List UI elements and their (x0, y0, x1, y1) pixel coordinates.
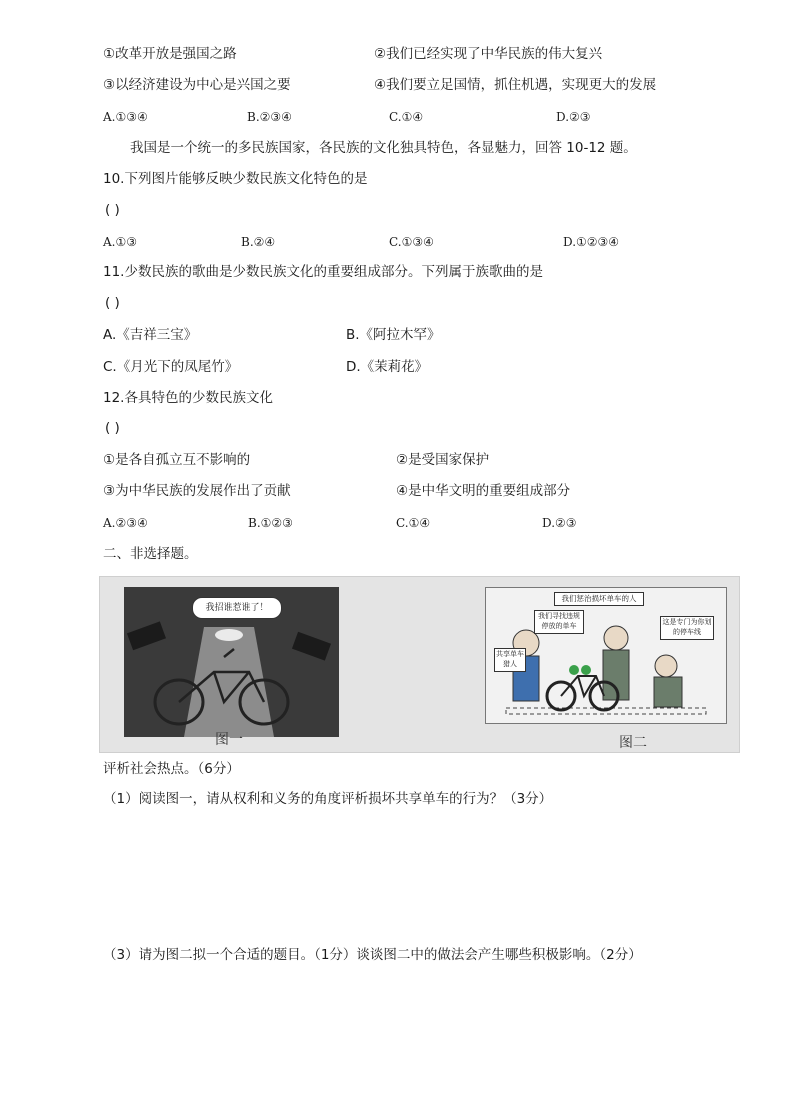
q10-option-a: A.①③ (103, 235, 137, 249)
figure-1-speech-bubble: 我招谁惹谁了！ (192, 597, 282, 619)
q10-text: 10.下列图片能够反映少数民族文化特色的是 (103, 171, 368, 187)
q11-option-d: D.《茉莉花》 (346, 359, 429, 375)
q12-option-a: A.②③④ (103, 516, 148, 530)
q11-option-c: C.《月光下的凤尾竹》 (103, 359, 239, 375)
q11-option-a: A.《吉祥三宝》 (103, 327, 198, 343)
q12-option-d: D.②③ (542, 516, 577, 530)
q9-statement-2: ②我们已经实现了中华民族的伟大复兴 (374, 46, 603, 62)
cartoon-figures (99, 576, 740, 753)
q11-text: 11.少数民族的歌曲是少数民族文化的重要组成部分。下列属于族歌曲的是 (103, 264, 543, 280)
figure-2-caption: 图二 (619, 735, 647, 751)
q9-option-c: C.①④ (389, 110, 424, 124)
section-intro: 我国是一个统一的多民族国家，各民族的文化独具特色，各显魅力，回答 10-12 题。 (130, 140, 637, 156)
q12-statement-4: ④是中华文明的重要组成部分 (396, 483, 571, 499)
q9-option-d: D.②③ (556, 110, 591, 124)
section-2-heading: 二、非选择题。 (103, 546, 198, 562)
q13-heading: 评析社会热点。（6分） (103, 761, 240, 777)
q10-answer-paren: ( ) (105, 202, 120, 218)
q12-statement-3: ③为中华民族的发展作出了贡献 (103, 483, 291, 499)
q9-option-a: A.①③④ (103, 110, 148, 124)
q12-answer-paren: ( ) (105, 420, 120, 436)
q13-part-3: （3）请为图二拟一个合适的题目。（1分）谈谈图二中的做法会产生哪些积极影响。（2分） (103, 947, 642, 963)
q9-statement-3: ③以经济建设为中心是兴国之要 (103, 77, 291, 93)
figure-2-bubble-right: 这是专门为你划的停车线 (660, 616, 714, 640)
q12-option-c: C.①④ (396, 516, 431, 530)
q12-statement-1: ①是各自孤立互不影响的 (103, 452, 251, 468)
q13-part-1: （1）阅读图一，请从权利和义务的角度评析损坏共享单车的行为？（3分） (103, 791, 553, 807)
q11-option-b: B.《阿拉木罕》 (346, 327, 441, 343)
q12-option-b: B.①②③ (248, 516, 293, 530)
q12-statement-2: ②是受国家保护 (396, 452, 490, 468)
figure-1-caption: 图一 (215, 732, 243, 748)
q10-option-c: C.①③④ (389, 235, 434, 249)
figure-2-cartoon (485, 587, 727, 724)
figure-2-sign: 共享单车猎人 (494, 648, 526, 672)
q9-statement-4: ④我们要立足国情，抓住机遇，实现更大的发展 (374, 77, 657, 93)
q11-answer-paren: ( ) (105, 295, 120, 311)
figure-2-bubble-left: 我们寻找违规停放的单车 (534, 610, 584, 634)
q9-option-b: B.②③④ (247, 110, 292, 124)
q9-statement-1: ①改革开放是强国之路 (103, 46, 237, 62)
q12-text: 12.各具特色的少数民族文化 (103, 390, 273, 406)
figure-2-bubble-top: 我们惩治损坏单车的人 (554, 592, 644, 606)
figure-1-cartoon (124, 587, 339, 737)
q10-option-d: D.①②③④ (563, 235, 620, 249)
q10-option-b: B.②④ (241, 235, 276, 249)
